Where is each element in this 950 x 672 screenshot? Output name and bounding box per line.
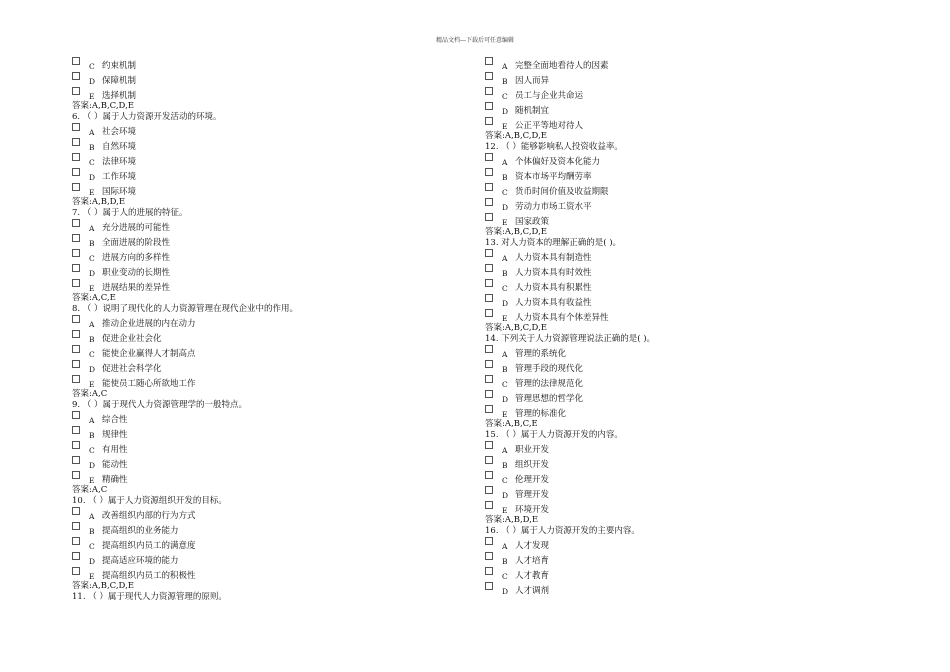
option-text: 法律环境 [102, 157, 137, 167]
option-text: 完整全面地看待人的因素 [515, 61, 609, 71]
answer-line [485, 324, 885, 333]
option-row[interactable] [72, 360, 472, 375]
checkbox[interactable] [485, 360, 493, 368]
option-text: 人力资本具有积累性 [515, 283, 592, 293]
option-letter: A [89, 128, 95, 137]
checkbox[interactable] [72, 168, 80, 176]
question-line [485, 429, 885, 441]
option-letter: D [89, 461, 96, 470]
option-row[interactable] [485, 264, 885, 279]
question-line [72, 111, 472, 123]
option-text: 管理的系统化 [515, 349, 567, 359]
question-text: 8. （ ）说明了现代化的人力资源管理在现代企业中的作用。 [72, 304, 299, 314]
answer-line [72, 294, 472, 303]
option-row[interactable] [72, 264, 472, 279]
option-row[interactable] [72, 441, 472, 456]
option-text: 人力资本具有制造性 [515, 253, 592, 263]
option-letter: D [89, 77, 96, 86]
option-text: 选择机制 [102, 91, 137, 101]
option-row[interactable] [72, 411, 472, 426]
checkbox[interactable] [485, 249, 493, 257]
checkbox[interactable] [485, 279, 493, 287]
option-letter: B [502, 77, 508, 86]
option-text: 国际环境 [102, 187, 137, 197]
option-letter: C [502, 476, 508, 485]
option-text: 约束机制 [102, 61, 137, 71]
option-text: 管理手段的现代化 [515, 364, 584, 374]
option-row[interactable] [485, 456, 885, 471]
option-text: 人才调剂 [515, 586, 550, 596]
option-letter: B [502, 365, 508, 374]
option-text: 管理的法律规范化 [515, 379, 584, 389]
option-text: 促进社会科学化 [102, 364, 162, 374]
checkbox[interactable] [72, 375, 80, 383]
option-letter: E [502, 122, 508, 131]
option-row[interactable] [485, 345, 885, 360]
question-line [485, 141, 885, 153]
option-letter: D [502, 491, 509, 500]
option-row[interactable] [72, 57, 472, 72]
option-letter: B [502, 557, 508, 566]
option-text: 提高组织内员工的满意度 [102, 541, 196, 551]
option-row[interactable] [72, 567, 472, 582]
question-line [485, 525, 885, 537]
option-letter: E [89, 92, 95, 101]
option-letter: A [502, 542, 508, 551]
option-letter: B [502, 461, 508, 470]
option-letter: E [89, 572, 95, 581]
option-row[interactable] [485, 501, 885, 516]
answer-line [72, 102, 472, 111]
option-letter: D [502, 203, 509, 212]
option-row[interactable] [485, 294, 885, 309]
option-letter: C [502, 188, 508, 197]
checkbox[interactable] [485, 486, 493, 494]
option-letter: B [89, 143, 95, 152]
option-row[interactable] [72, 507, 472, 522]
question-text: 13. 对人力资本的理解正确的是( )。 [485, 238, 622, 248]
option-text: 改善组织内部的行为方式 [102, 511, 196, 521]
option-letter: B [89, 527, 95, 536]
option-text: 管理的标准化 [515, 409, 567, 419]
checkbox[interactable] [485, 153, 493, 161]
option-letter: B [89, 335, 95, 344]
option-letter: C [502, 92, 508, 101]
option-letter: E [89, 188, 95, 197]
option-row[interactable] [72, 234, 472, 249]
option-row[interactable] [485, 486, 885, 501]
checkbox[interactable] [72, 57, 80, 65]
option-text: 能使企业赢得人才制高点 [102, 349, 196, 359]
checkbox[interactable] [485, 537, 493, 545]
option-row[interactable] [485, 279, 885, 294]
checkbox[interactable] [485, 405, 493, 413]
option-text: 工作环境 [102, 172, 137, 182]
answer-line [72, 390, 472, 399]
checkbox[interactable] [485, 183, 493, 191]
checkbox[interactable] [72, 507, 80, 515]
option-row[interactable] [485, 582, 885, 597]
option-text: 有用性 [102, 445, 128, 455]
option-text: 全面进展的阶段性 [102, 238, 171, 248]
checkbox[interactable] [485, 345, 493, 353]
option-letter: B [502, 269, 508, 278]
option-row[interactable] [485, 168, 885, 183]
option-letter: A [502, 158, 508, 167]
answer-text: 答案:A,B,C,D,E [485, 323, 547, 333]
option-row[interactable] [485, 102, 885, 117]
option-row[interactable] [72, 375, 472, 390]
checkbox[interactable] [72, 315, 80, 323]
option-letter: C [502, 380, 508, 389]
checkbox[interactable] [72, 537, 80, 545]
question-line [72, 591, 472, 603]
question-line [72, 495, 472, 507]
checkbox[interactable] [72, 360, 80, 368]
checkbox[interactable] [72, 426, 80, 434]
checkbox[interactable] [72, 456, 80, 464]
option-text: 综合性 [102, 415, 128, 425]
option-row[interactable] [72, 183, 472, 198]
option-text: 人力资本具有收益性 [515, 298, 592, 308]
checkbox[interactable] [72, 411, 80, 419]
answer-line [485, 228, 885, 237]
answer-text: 答案:A,C [72, 485, 108, 495]
checkbox[interactable] [485, 213, 493, 221]
option-text: 进展方向的多样性 [102, 253, 171, 263]
checkbox[interactable] [485, 375, 493, 383]
option-letter: C [89, 158, 95, 167]
checkbox[interactable] [72, 279, 80, 287]
option-letter: D [89, 365, 96, 374]
option-text: 职业开发 [515, 445, 550, 455]
option-text: 社会环境 [102, 127, 137, 137]
option-letter: C [89, 254, 95, 263]
option-text: 保障机制 [102, 76, 137, 86]
option-letter: D [89, 173, 96, 182]
option-row[interactable] [72, 72, 472, 87]
checkbox[interactable] [72, 249, 80, 257]
answer-line [72, 582, 472, 591]
checkbox[interactable] [72, 234, 80, 242]
option-letter: C [89, 350, 95, 359]
answer-text: 答案:A,B,C,D,E [485, 227, 547, 237]
page-header: 精品文档---下载后可任意编辑 [435, 37, 515, 44]
checkbox[interactable] [72, 552, 80, 560]
option-row[interactable] [485, 213, 885, 228]
option-row[interactable] [72, 168, 472, 183]
option-text: 随机制宜 [515, 106, 550, 116]
answer-line [72, 198, 472, 207]
question-text: 12. （ ）能够影响私人投资收益率。 [485, 142, 623, 152]
option-text: 劳动力市场工资水平 [515, 202, 592, 212]
option-letter: A [89, 320, 95, 329]
left-column [72, 57, 472, 603]
option-text: 员工与企业共命运 [515, 91, 584, 101]
option-letter: A [502, 446, 508, 455]
option-row[interactable] [485, 375, 885, 390]
option-row[interactable] [485, 471, 885, 486]
checkbox[interactable] [72, 183, 80, 191]
option-letter: A [502, 62, 508, 71]
option-letter: A [89, 416, 95, 425]
option-row[interactable] [72, 330, 472, 345]
option-text: 公正平等地对待人 [515, 121, 584, 131]
option-row[interactable] [485, 198, 885, 213]
answer-line [485, 132, 885, 141]
option-letter: E [502, 314, 508, 323]
option-letter: B [502, 173, 508, 182]
option-row[interactable] [72, 471, 472, 486]
option-row[interactable] [485, 72, 885, 87]
option-text: 进展结果的差异性 [102, 283, 171, 293]
option-row[interactable] [72, 345, 472, 360]
option-text: 人才教育 [515, 571, 550, 581]
option-row[interactable] [485, 552, 885, 567]
answer-line [485, 420, 885, 429]
checkbox[interactable] [72, 441, 80, 449]
question-text: 6. （ ）属于人力资源开发活动的环境。 [72, 112, 222, 122]
checkbox[interactable] [485, 567, 493, 575]
option-letter: E [89, 380, 95, 389]
option-row[interactable] [485, 183, 885, 198]
option-text: 个体偏好及资本化能力 [515, 157, 601, 167]
option-letter: A [89, 224, 95, 233]
option-text: 规律性 [102, 430, 128, 440]
option-letter: C [89, 62, 95, 71]
option-row[interactable] [72, 249, 472, 264]
checkbox[interactable] [72, 567, 80, 575]
option-row[interactable] [72, 537, 472, 552]
option-row[interactable] [72, 426, 472, 441]
answer-text: 答案:A,C [72, 389, 108, 399]
option-row[interactable] [72, 522, 472, 537]
option-letter: C [89, 446, 95, 455]
checkbox[interactable] [485, 168, 493, 176]
option-letter: A [502, 254, 508, 263]
option-row[interactable] [72, 138, 472, 153]
option-text: 人才发现 [515, 541, 550, 551]
option-text: 货币时间价值及收益期限 [515, 187, 609, 197]
option-row[interactable] [485, 309, 885, 324]
option-letter: D [89, 269, 96, 278]
option-row[interactable] [485, 405, 885, 420]
answer-text: 答案:A,B,D,E [485, 515, 539, 525]
question-text: 14. 下列关于人力资源管理说法正确的是( )。 [485, 334, 656, 344]
checkbox[interactable] [72, 138, 80, 146]
option-letter: A [502, 350, 508, 359]
answer-text: 答案:A,B,D,E [72, 197, 126, 207]
option-letter: E [502, 410, 508, 419]
question-text: 16. （ ）属于人力资源开发的主要内容。 [485, 526, 640, 536]
question-text: 11. （ ）属于现代人力资源管理的原则。 [72, 592, 227, 602]
option-row[interactable] [485, 117, 885, 132]
checkbox[interactable] [485, 87, 493, 95]
option-text: 能使员工随心所欲地工作 [102, 379, 196, 389]
checkbox[interactable] [485, 57, 493, 65]
option-text: 组织开发 [515, 460, 550, 470]
question-line [485, 237, 885, 249]
option-text: 职业变动的长期性 [102, 268, 171, 278]
checkbox[interactable] [485, 309, 493, 317]
question-line [72, 399, 472, 411]
option-row[interactable] [72, 552, 472, 567]
option-text: 自然环境 [102, 142, 137, 152]
option-row[interactable] [485, 537, 885, 552]
option-row[interactable] [72, 315, 472, 330]
checkbox[interactable] [485, 117, 493, 125]
checkbox[interactable] [485, 441, 493, 449]
option-text: 提高组织内员工的积极性 [102, 571, 196, 581]
option-text: 资本市场平均酬劳率 [515, 172, 592, 182]
checkbox[interactable] [485, 501, 493, 509]
option-letter: E [502, 506, 508, 515]
option-row[interactable] [485, 153, 885, 168]
option-letter: A [89, 512, 95, 521]
option-row[interactable] [72, 219, 472, 234]
checkbox[interactable] [485, 582, 493, 590]
answer-text: 答案:A,B,C,D,E [485, 131, 547, 141]
option-row[interactable] [485, 249, 885, 264]
option-letter: B [89, 239, 95, 248]
checkbox[interactable] [485, 72, 493, 80]
option-row[interactable] [485, 57, 885, 72]
question-text: 15. （ ）属于人力资源开发的内容。 [485, 430, 623, 440]
checkbox[interactable] [485, 390, 493, 398]
checkbox[interactable] [72, 522, 80, 530]
answer-line [72, 486, 472, 495]
option-text: 提高组织的业务能力 [102, 526, 179, 536]
checkbox[interactable] [72, 330, 80, 338]
option-letter: C [502, 572, 508, 581]
option-letter: C [89, 542, 95, 551]
checkbox[interactable] [72, 219, 80, 227]
option-letter: E [502, 218, 508, 227]
option-text: 伦理开发 [515, 475, 550, 485]
option-letter: D [502, 587, 509, 596]
option-text: 能动性 [102, 460, 128, 470]
question-line [485, 333, 885, 345]
option-text: 人力资本具有个体差异性 [515, 313, 609, 323]
option-letter: E [89, 284, 95, 293]
checkbox[interactable] [485, 456, 493, 464]
option-text: 环境开发 [515, 505, 550, 515]
option-letter: D [89, 557, 96, 566]
answer-line [485, 516, 885, 525]
option-text: 充分进展的可能性 [102, 223, 171, 233]
option-text: 管理思想的哲学化 [515, 394, 584, 404]
answer-text: 答案:A,C,E [72, 293, 116, 303]
option-letter: D [502, 299, 509, 308]
option-row[interactable] [72, 456, 472, 471]
option-row[interactable] [485, 360, 885, 375]
question-text: 7. （ ）属于人的进展的特征。 [72, 208, 188, 218]
option-letter: B [89, 431, 95, 440]
checkbox[interactable] [72, 87, 80, 95]
option-text: 人力资本具有时效性 [515, 268, 592, 278]
option-text: 推动企业进展的内在动力 [102, 319, 196, 329]
checkbox[interactable] [72, 345, 80, 353]
option-row[interactable] [72, 279, 472, 294]
option-text: 提高适应环境的能力 [102, 556, 179, 566]
option-letter: E [89, 476, 95, 485]
option-text: 促进企业社会化 [102, 334, 162, 344]
right-column [485, 57, 885, 597]
checkbox[interactable] [485, 264, 493, 272]
checkbox[interactable] [485, 102, 493, 110]
option-row[interactable] [72, 87, 472, 102]
question-text: 10. （ ）属于人力资源组织开发的目标。 [72, 496, 227, 506]
checkbox[interactable] [72, 123, 80, 131]
option-text: 国家政策 [515, 217, 550, 227]
checkbox[interactable] [72, 471, 80, 479]
option-text: 因人而异 [515, 76, 550, 86]
checkbox[interactable] [485, 294, 493, 302]
answer-text: 答案:A,B,C,E [485, 419, 538, 429]
option-row[interactable] [485, 87, 885, 102]
checkbox[interactable] [485, 198, 493, 206]
option-row[interactable] [485, 441, 885, 456]
option-text: 管理开发 [515, 490, 550, 500]
answer-text: 答案:A,B,C,D,E [72, 581, 134, 591]
option-row[interactable] [72, 123, 472, 138]
option-text: 精确性 [102, 475, 128, 485]
question-line [72, 207, 472, 219]
option-letter: C [502, 284, 508, 293]
option-row[interactable] [485, 390, 885, 405]
checkbox[interactable] [485, 552, 493, 560]
option-text: 人才培育 [515, 556, 550, 566]
answer-text: 答案:A,B,C,D,E [72, 101, 134, 111]
option-row[interactable] [485, 567, 885, 582]
checkbox[interactable] [485, 471, 493, 479]
checkbox[interactable] [72, 153, 80, 161]
option-letter: D [502, 107, 509, 116]
option-row[interactable] [72, 153, 472, 168]
checkbox[interactable] [72, 72, 80, 80]
checkbox[interactable] [72, 264, 80, 272]
option-letter: D [502, 395, 509, 404]
question-line [72, 303, 472, 315]
question-text: 9. （ ）属于现代人力资源管理学的一般特点。 [72, 400, 248, 410]
